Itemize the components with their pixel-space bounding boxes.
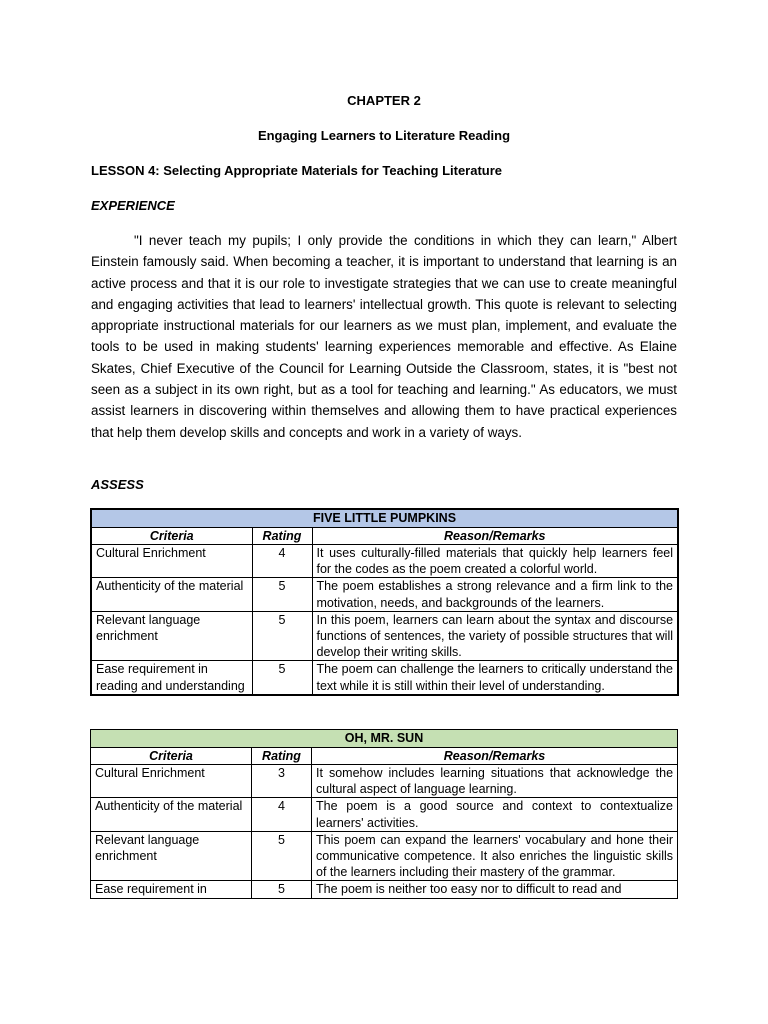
reason-header: Reason/Remarks: [312, 528, 678, 545]
reason-header: Reason/Remarks: [312, 748, 678, 765]
experience-paragraph: "I never teach my pupils; I only provide the conditions in which they can learn," Albert Einstein famously said. When becoming a teacher, it is important to understand that learning is an active process and that it is our role to investigate strategies that we can use to create meaningful and engaging activities that lead to learners' intellectual growth. This quote is relevant to selecting appropriate instructional materials for our learners as we must plan, implement, and evaluate the tools to be used in making students' learning experiences memorable and effective. As Elaine Skates, Chief Executive of the Council for Learning Outside the Classroom, states, it is "best not seen as a subject in its own right, but as a tool for teaching and learning." As educators, we must assist learners in discovering within themselves and allowing them to have practical experiences that help them develop skills and concepts and work in a variety of ways.: [91, 233, 677, 440]
rating-cell: 3: [252, 765, 312, 798]
criteria-cell: Cultural Enrichment: [91, 545, 252, 578]
lesson-heading: LESSON 4: Selecting Appropriate Materials for Teaching Literature: [91, 163, 503, 178]
rating-header: Rating: [252, 528, 312, 545]
experience-heading: EXPERIENCE: [91, 198, 175, 213]
rating-cell: 4: [252, 545, 312, 578]
rating-cell: 5: [252, 661, 312, 695]
table-row: [91, 661, 678, 695]
table-row: [91, 611, 678, 661]
reason-cell: In this poem, learners can learn about the syntax and discourse functions of sentences, the variety of possible structures that will develop their writing skills.: [312, 611, 678, 661]
table-row: [91, 578, 678, 611]
criteria-cell: Ease requirement in reading and understanding: [91, 661, 252, 695]
table-row: [91, 881, 678, 898]
table-row: [91, 798, 678, 831]
chapter-title: Engaging Learners to Literature Reading: [257, 128, 511, 143]
assessment-table-oh-mr-sun: [90, 729, 678, 899]
table-row: [91, 831, 678, 881]
table-title: FIVE LITTLE PUMPKINS: [91, 509, 678, 528]
criteria-header: Criteria: [91, 528, 252, 545]
table-title-row: [91, 730, 678, 748]
reason-cell: The poem is a good source and context to contextualize learners' activities.: [312, 798, 678, 831]
rating-cell: 4: [252, 798, 312, 831]
reason-cell: The poem is neither too easy nor to difficult to read and: [312, 881, 678, 898]
rating-cell: 5: [252, 611, 312, 661]
criteria-cell: Authenticity of the material: [91, 798, 252, 831]
criteria-cell: Ease requirement in: [91, 881, 252, 898]
reason-cell: The poem establishes a strong relevance and a firm link to the motivation, needs, and backgrounds of the learners.: [312, 578, 678, 611]
criteria-cell: Relevant language enrichment: [91, 611, 252, 661]
table-header-row: [91, 528, 678, 545]
table-title: OH, MR. SUN: [91, 730, 678, 748]
rating-cell: 5: [252, 881, 312, 898]
table-title-row: [91, 509, 678, 528]
criteria-header: Criteria: [91, 748, 252, 765]
rating-cell: 5: [252, 831, 312, 881]
reason-cell: It uses culturally-filled materials that quickly help learners feel for the codes as the poem created a colorful world.: [312, 545, 678, 578]
table-row: [91, 545, 678, 578]
table-header-row: [91, 748, 678, 765]
assessment-table-five-little-pumpkins: [90, 508, 679, 696]
reason-cell: It somehow includes learning situations that acknowledge the cultural aspect of language learning.: [312, 765, 678, 798]
reason-cell: The poem can challenge the learners to critically understand the text while it is still within their level of understanding.: [312, 661, 678, 695]
criteria-cell: Cultural Enrichment: [91, 765, 252, 798]
rating-header: Rating: [252, 748, 312, 765]
table-row: [91, 765, 678, 798]
chapter-heading: CHAPTER 2: [347, 93, 421, 108]
assess-heading: ASSESS: [91, 477, 144, 492]
rating-cell: 5: [252, 578, 312, 611]
reason-cell: This poem can expand the learners' vocabulary and hone their communicative competence. It also enriches the linguistic skills of the learners including their mastery of the grammar.: [312, 831, 678, 881]
criteria-cell: Authenticity of the material: [91, 578, 252, 611]
criteria-cell: Relevant language enrichment: [91, 831, 252, 881]
